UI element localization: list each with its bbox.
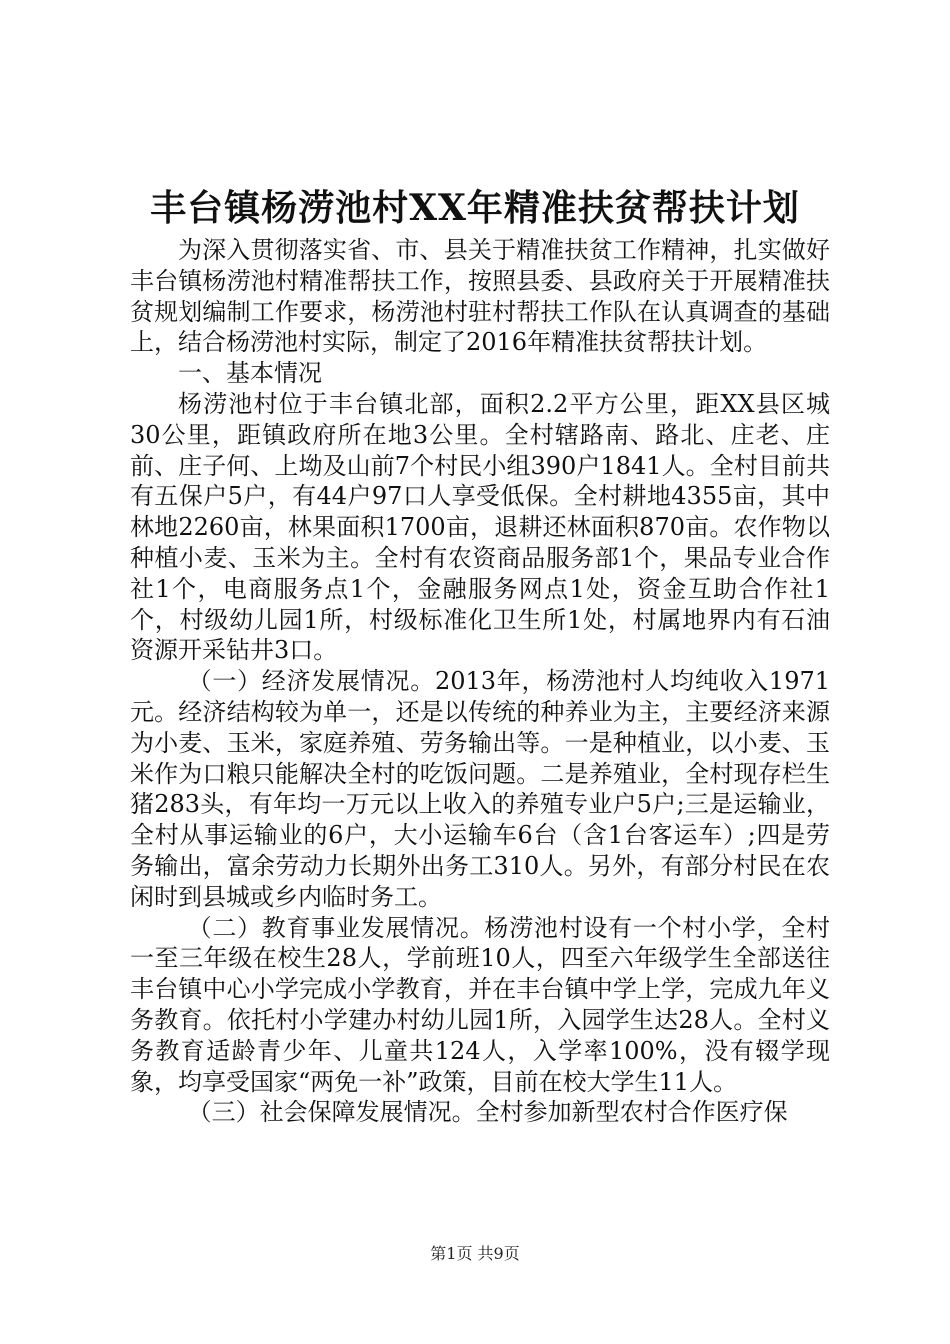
economic-development-paragraph: （一）经济发展情况。2013年，杨涝池村人均纯收入1971元。经济结构较为单一，还是以传统的种养业为主，主要经济来源为小麦、玉米，家庭养殖、劳务输出等。一是种植业，以小麦、玉米作为口粮只能解决全村的吃饭问题。二是养殖业，全村现存栏生猪283头，有年均一万元以上收入的养殖专业户5户;三是运输业，全村从事运输业的6户，大小运输车6台（含1台客运车）;四是劳务输出，富余劳动力长期外出务工310人。另外，有部分村民在农闲时到县城或乡内临时务工。 bbox=[130, 667, 830, 911]
section-heading-basic-situation: 一、基本情况 bbox=[178, 359, 322, 388]
social-security-paragraph: （三）社会保障发展情况。全村参加新型农村合作医疗保 bbox=[187, 1098, 788, 1127]
education-development-paragraph: （二）教育事业发展情况。杨涝池村设有一个村小学，全村一至三年级在校生28人，学前班10人，四至六年级学生全部送往丰台镇中心小学完成小学教育，并在丰台镇中学上学，完成九年义务教育。依托村小学建办村幼儿园1所，入园学生达28人。全村义务教育适龄青少年、儿童共124人，入学率100%，没有辍学现象，均享受国家“两免一补”政策，目前在校大学生11人。 bbox=[130, 913, 830, 1096]
document-body bbox=[130, 235, 830, 1128]
intro-paragraph: 为深入贯彻落实省、市、县关于精准扶贫工作精神，扎实做好丰台镇杨涝池村精准帮扶工作，按照县委、县政府关于开展精准扶贫规划编制工作要求，杨涝池村驻村帮扶工作队在认真调查的基础上，结合杨涝池村实际，制定了2016年精准扶贫帮扶计划。 bbox=[130, 236, 830, 357]
document-title: 丰台镇杨涝池村XX年精准扶贫帮扶计划 bbox=[150, 187, 800, 229]
page-footer: 第1页 共9页 bbox=[430, 1244, 520, 1263]
basic-situation-paragraph: 杨涝池村位于丰台镇北部，面积2.2平方公里，距XX县区城30公里，距镇政府所在地3公里。全村辖路南、路北、庄老、庄前、庄子何、上坳及山前7个村民小组390户1841人。全村目前共有五保户5户，有44户97口人享受低保。全村耕地4355亩，其中林地2260亩，林果面积1700亩，退耕还林面积870亩。农作物以种植小麦、玉米为主。全村有农资商品服务部1个，果品专业合作社1个，电商服务点1个，金融服务网点1处，资金互助合作社1个，村级幼儿园1所，村级标准化卫生所1处，村属地界内有石油资源开采钻井3口。 bbox=[130, 389, 830, 665]
